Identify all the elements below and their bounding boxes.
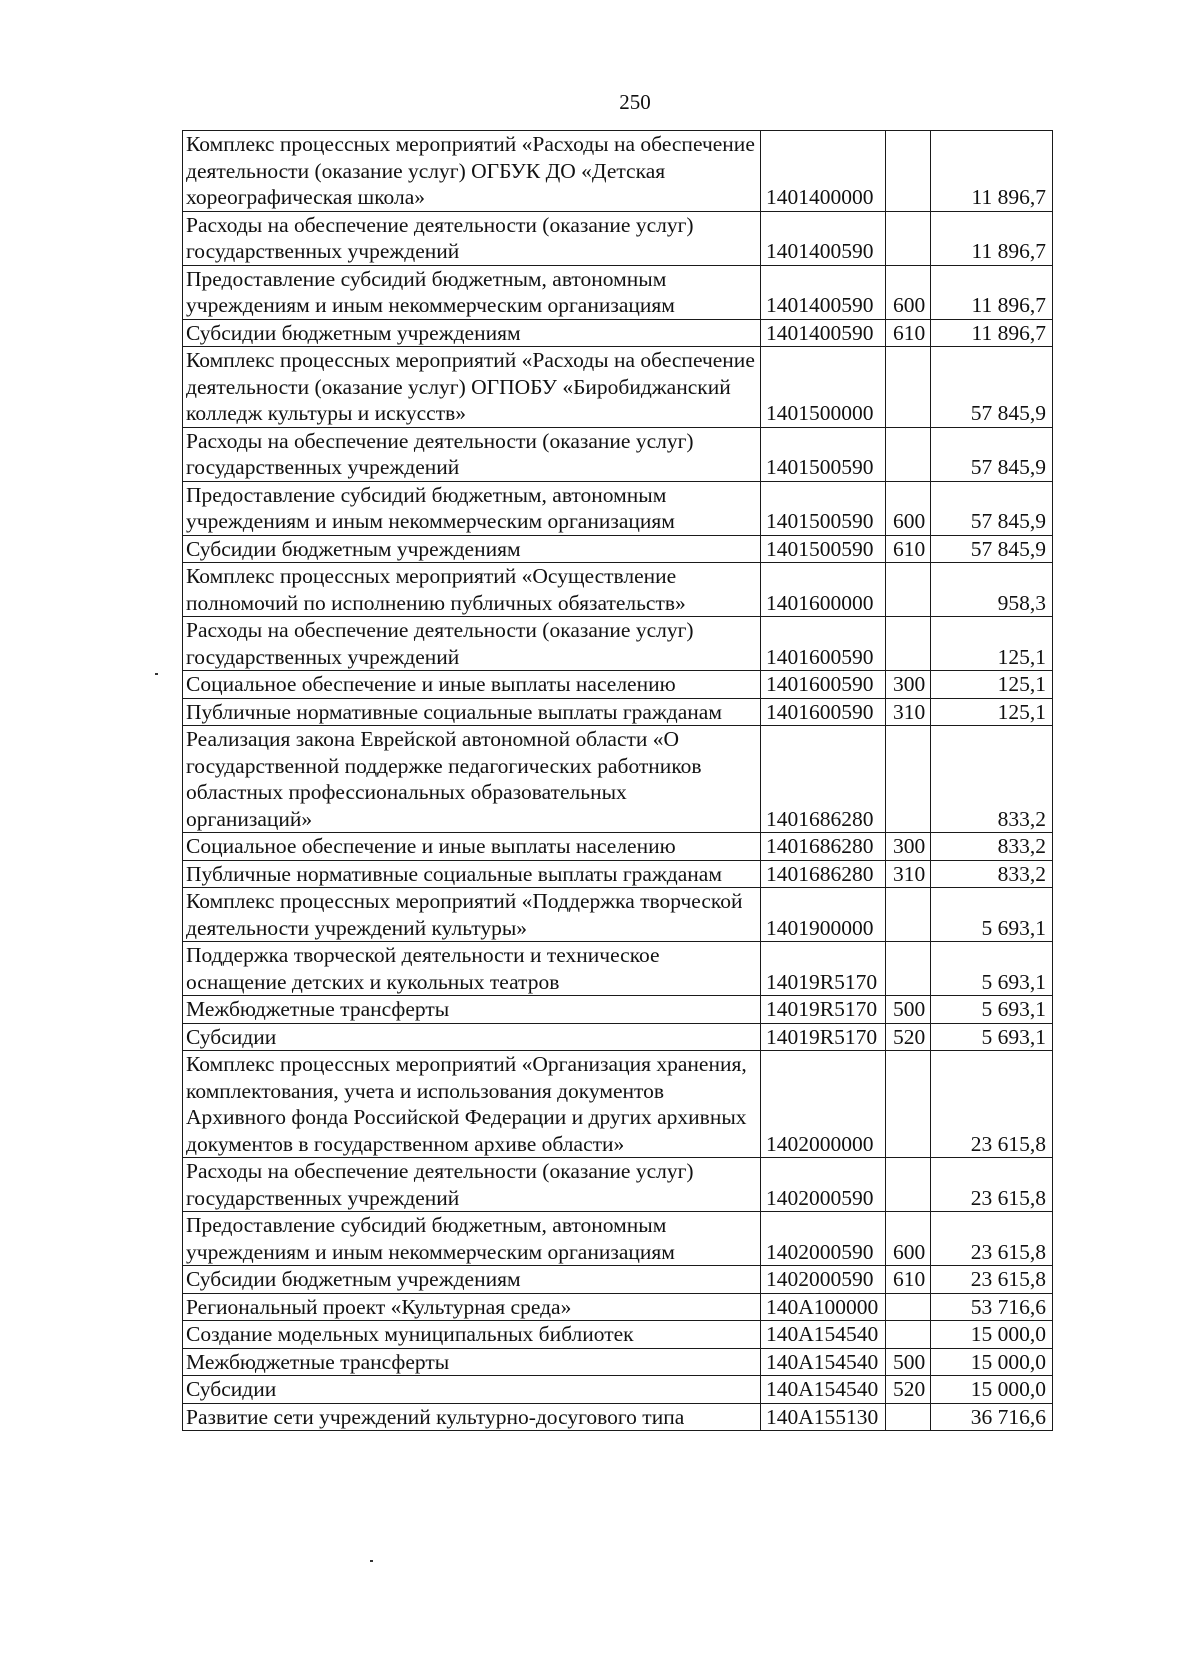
row-amount-cell: 11 896,7 xyxy=(931,319,1053,347)
row-type-cell: 520 xyxy=(886,1023,931,1051)
row-amount-cell: 57 845,9 xyxy=(931,347,1053,428)
row-name-cell: Социальное обеспечение и иные выплаты населению xyxy=(183,671,761,699)
row-amount-cell: 958,3 xyxy=(931,563,1053,617)
row-code-cell: 1401600000 xyxy=(761,563,886,617)
row-code-cell: 1401400000 xyxy=(761,131,886,212)
row-name-cell: Предоставление субсидий бюджетным, автономным учреждениям и иным некоммерческим организациям xyxy=(183,481,761,535)
table-row xyxy=(183,481,1053,535)
row-type-cell: 310 xyxy=(886,860,931,888)
row-name-cell: Субсидии бюджетным учреждениям xyxy=(183,1266,761,1294)
row-code-cell: 1401400590 xyxy=(761,265,886,319)
row-name-cell: Публичные нормативные социальные выплаты гражданам xyxy=(183,698,761,726)
row-name-cell: Межбюджетные трансферты xyxy=(183,1348,761,1376)
row-amount-cell: 57 845,9 xyxy=(931,535,1053,563)
row-amount-cell: 57 845,9 xyxy=(931,427,1053,481)
table-row xyxy=(183,427,1053,481)
row-code-cell: 14019R5170 xyxy=(761,942,886,996)
row-code-cell: 1402000590 xyxy=(761,1212,886,1266)
row-amount-cell: 57 845,9 xyxy=(931,481,1053,535)
row-amount-cell: 53 716,6 xyxy=(931,1293,1053,1321)
table-row xyxy=(183,1348,1053,1376)
row-type-cell: 500 xyxy=(886,1348,931,1376)
row-amount-cell: 125,1 xyxy=(931,617,1053,671)
table-row xyxy=(183,535,1053,563)
row-code-cell: 1401500590 xyxy=(761,427,886,481)
row-code-cell: 14019R5170 xyxy=(761,1023,886,1051)
row-amount-cell: 5 693,1 xyxy=(931,996,1053,1024)
row-amount-cell: 36 716,6 xyxy=(931,1403,1053,1431)
row-amount-cell: 15 000,0 xyxy=(931,1376,1053,1404)
table-row xyxy=(183,617,1053,671)
row-amount-cell: 23 615,8 xyxy=(931,1158,1053,1212)
row-name-cell: Публичные нормативные социальные выплаты гражданам xyxy=(183,860,761,888)
budget-table xyxy=(182,130,1053,1431)
row-type-cell xyxy=(886,211,931,265)
page-number: 250 xyxy=(619,90,651,114)
row-name-cell: Создание модельных муниципальных библиотек xyxy=(183,1321,761,1349)
row-amount-cell: 23 615,8 xyxy=(931,1051,1053,1158)
table-row xyxy=(183,888,1053,942)
row-type-cell xyxy=(886,1158,931,1212)
table-row xyxy=(183,211,1053,265)
row-type-cell xyxy=(886,1293,931,1321)
row-amount-cell: 5 693,1 xyxy=(931,1023,1053,1051)
row-type-cell: 300 xyxy=(886,833,931,861)
row-code-cell: 1401400590 xyxy=(761,211,886,265)
row-name-cell: Поддержка творческой деятельности и техническое оснащение детских и кукольных театров xyxy=(183,942,761,996)
row-code-cell: 1401900000 xyxy=(761,888,886,942)
row-type-cell: 520 xyxy=(886,1376,931,1404)
row-code-cell: 140А100000 xyxy=(761,1293,886,1321)
table-row xyxy=(183,1376,1053,1404)
row-type-cell xyxy=(886,427,931,481)
row-code-cell: 1401500590 xyxy=(761,481,886,535)
row-type-cell xyxy=(886,942,931,996)
row-name-cell: Реализация закона Еврейской автономной области «О государственной поддержке педагогических работников областных профессиональных образовательных организаций» xyxy=(183,726,761,833)
table-row xyxy=(183,563,1053,617)
row-name-cell: Субсидии бюджетным учреждениям xyxy=(183,535,761,563)
row-code-cell: 1401600590 xyxy=(761,698,886,726)
row-code-cell: 1401600590 xyxy=(761,671,886,699)
row-name-cell: Комплекс процессных мероприятий «Расходы на обеспечение деятельности (оказание услуг) ОГПОБУ «Биробиджанский колледж культуры и искусств» xyxy=(183,347,761,428)
row-type-cell: 610 xyxy=(886,319,931,347)
row-amount-cell: 23 615,8 xyxy=(931,1212,1053,1266)
table-row xyxy=(183,942,1053,996)
row-type-cell: 600 xyxy=(886,1212,931,1266)
row-name-cell: Межбюджетные трансферты xyxy=(183,996,761,1024)
row-amount-cell: 23 615,8 xyxy=(931,1266,1053,1294)
row-name-cell: Расходы на обеспечение деятельности (оказание услуг) государственных учреждений xyxy=(183,427,761,481)
row-name-cell: Предоставление субсидий бюджетным, автономным учреждениям и иным некоммерческим организациям xyxy=(183,265,761,319)
row-type-cell: 500 xyxy=(886,996,931,1024)
table-body xyxy=(183,131,1053,1431)
row-name-cell: Расходы на обеспечение деятельности (оказание услуг) государственных учреждений xyxy=(183,1158,761,1212)
row-code-cell: 1401686280 xyxy=(761,833,886,861)
row-name-cell: Комплекс процессных мероприятий «Расходы на обеспечение деятельности (оказание услуг) ОГБУК ДО «Детская хореографическая школа» xyxy=(183,131,761,212)
row-type-cell: 600 xyxy=(886,481,931,535)
row-name-cell: Предоставление субсидий бюджетным, автономным учреждениям и иным некоммерческим организациям xyxy=(183,1212,761,1266)
table-row xyxy=(183,319,1053,347)
row-amount-cell: 15 000,0 xyxy=(931,1348,1053,1376)
row-amount-cell: 125,1 xyxy=(931,698,1053,726)
row-code-cell: 1401400590 xyxy=(761,319,886,347)
row-amount-cell: 833,2 xyxy=(931,726,1053,833)
row-type-cell xyxy=(886,1051,931,1158)
table-row xyxy=(183,1158,1053,1212)
row-name-cell: Комплекс процессных мероприятий «Поддержка творческой деятельности учреждений культуры» xyxy=(183,888,761,942)
row-type-cell: 300 xyxy=(886,671,931,699)
row-amount-cell: 833,2 xyxy=(931,833,1053,861)
scan-speck xyxy=(155,673,158,675)
row-code-cell: 140А154540 xyxy=(761,1321,886,1349)
table-row xyxy=(183,698,1053,726)
row-amount-cell: 833,2 xyxy=(931,860,1053,888)
table-row xyxy=(183,671,1053,699)
row-amount-cell: 5 693,1 xyxy=(931,942,1053,996)
row-type-cell xyxy=(886,131,931,212)
row-amount-cell: 15 000,0 xyxy=(931,1321,1053,1349)
row-code-cell: 1402000000 xyxy=(761,1051,886,1158)
table-row xyxy=(183,1266,1053,1294)
row-code-cell: 140А154540 xyxy=(761,1376,886,1404)
table-row xyxy=(183,1023,1053,1051)
table-row xyxy=(183,833,1053,861)
row-code-cell: 1401686280 xyxy=(761,726,886,833)
row-name-cell: Развитие сети учреждений культурно-досугового типа xyxy=(183,1403,761,1431)
row-type-cell: 610 xyxy=(886,535,931,563)
row-code-cell: 1402000590 xyxy=(761,1158,886,1212)
row-type-cell xyxy=(886,1403,931,1431)
row-code-cell: 1401600590 xyxy=(761,617,886,671)
row-amount-cell: 11 896,7 xyxy=(931,265,1053,319)
row-name-cell: Субсидии бюджетным учреждениям xyxy=(183,319,761,347)
row-type-cell xyxy=(886,617,931,671)
row-name-cell: Субсидии xyxy=(183,1023,761,1051)
table-row xyxy=(183,1051,1053,1158)
row-name-cell: Региональный проект «Культурная среда» xyxy=(183,1293,761,1321)
table-row xyxy=(183,726,1053,833)
row-name-cell: Комплекс процессных мероприятий «Осуществление полномочий по исполнению публичных обязательств» xyxy=(183,563,761,617)
table-row xyxy=(183,265,1053,319)
table-row xyxy=(183,131,1053,212)
row-name-cell: Комплекс процессных мероприятий «Организация хранения, комплектования, учета и использования документов Архивного фонда Российской Федерации и других архивных документов в государственном архиве области» xyxy=(183,1051,761,1158)
row-name-cell: Социальное обеспечение и иные выплаты населению xyxy=(183,833,761,861)
row-type-cell xyxy=(886,347,931,428)
table-row xyxy=(183,347,1053,428)
row-amount-cell: 5 693,1 xyxy=(931,888,1053,942)
row-type-cell xyxy=(886,563,931,617)
row-amount-cell: 11 896,7 xyxy=(931,131,1053,212)
row-type-cell: 310 xyxy=(886,698,931,726)
row-code-cell: 1401500590 xyxy=(761,535,886,563)
row-code-cell: 140А155130 xyxy=(761,1403,886,1431)
row-type-cell: 600 xyxy=(886,265,931,319)
row-name-cell: Расходы на обеспечение деятельности (оказание услуг) государственных учреждений xyxy=(183,617,761,671)
row-code-cell: 14019R5170 xyxy=(761,996,886,1024)
row-type-cell: 610 xyxy=(886,1266,931,1294)
row-code-cell: 140А154540 xyxy=(761,1348,886,1376)
row-type-cell xyxy=(886,1321,931,1349)
table-row xyxy=(183,996,1053,1024)
row-code-cell: 1402000590 xyxy=(761,1266,886,1294)
row-type-cell xyxy=(886,726,931,833)
row-amount-cell: 11 896,7 xyxy=(931,211,1053,265)
table-row xyxy=(183,1293,1053,1321)
row-amount-cell: 125,1 xyxy=(931,671,1053,699)
table-row xyxy=(183,1403,1053,1431)
row-code-cell: 1401686280 xyxy=(761,860,886,888)
row-type-cell xyxy=(886,888,931,942)
row-name-cell: Расходы на обеспечение деятельности (оказание услуг) государственных учреждений xyxy=(183,211,761,265)
row-code-cell: 1401500000 xyxy=(761,347,886,428)
scan-speck xyxy=(370,1560,373,1562)
row-name-cell: Субсидии xyxy=(183,1376,761,1404)
table-row xyxy=(183,860,1053,888)
table-row xyxy=(183,1212,1053,1266)
table-row xyxy=(183,1321,1053,1349)
